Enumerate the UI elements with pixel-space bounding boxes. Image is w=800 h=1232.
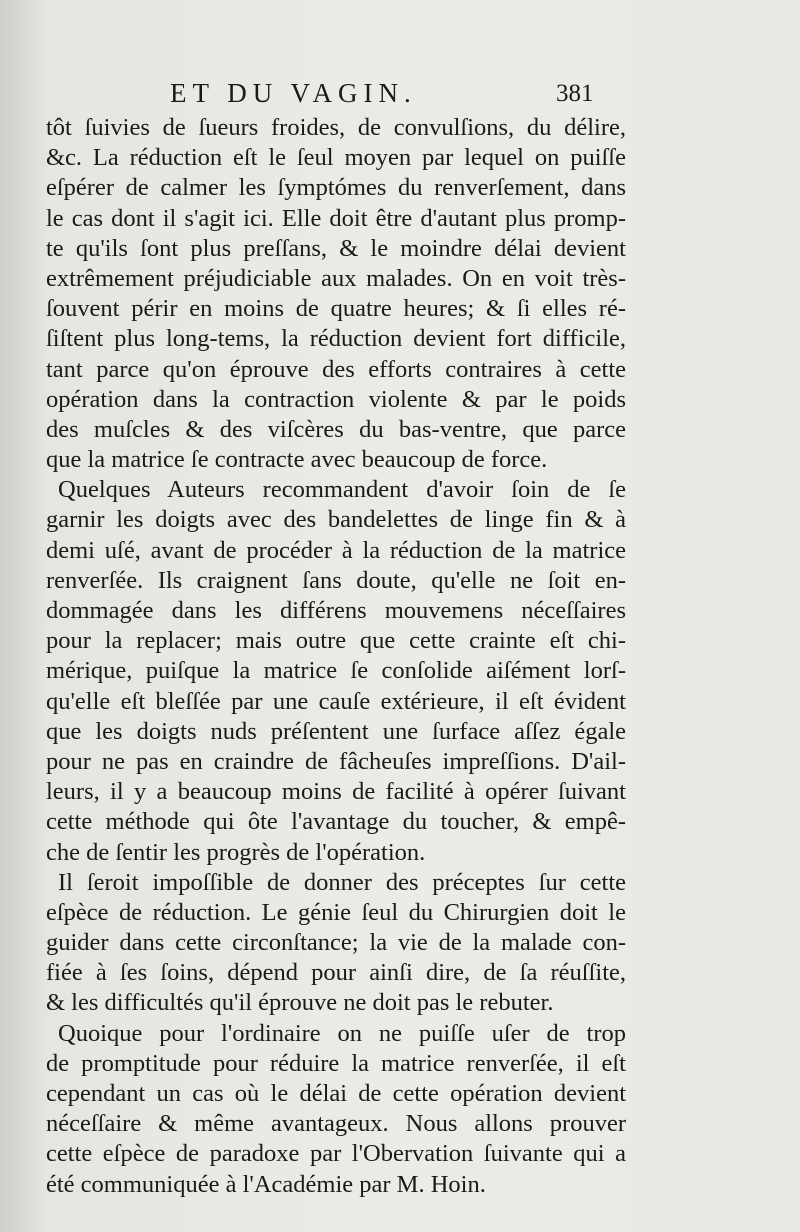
paragraph (46, 113, 626, 475)
paragraph (46, 868, 626, 1019)
text-line: che de ſentir les progrès de l'opération. (46, 838, 426, 866)
text-line: mérique, puiſque la matrice ſe conſolide aiſément lorſ- (46, 657, 626, 685)
text-line: cette eſpèce de paradoxe par l'Obervation ſuivante qui a (46, 1140, 626, 1168)
text-line: le cas dont il s'agit ici. Elle doit être d'autant plus promp- (46, 204, 626, 232)
text-line: qu'elle eſt bleſſée par une cauſe extérieure, il eſt évident (46, 687, 626, 715)
text-line: & les difficultés qu'il éprouve ne doit pas le rebuter. (46, 989, 554, 1017)
text-line: des muſcles & des viſcères du bas-ventre, que parce (46, 415, 626, 443)
text-line: demi uſé, avant de procéder à la réduction de la matrice (46, 536, 626, 564)
text-line: opération dans la contraction violente & par le poids (46, 385, 626, 413)
text-line: ſiſtent plus long-tems, la réduction devient fort difficile, (46, 325, 626, 353)
text-line: fiée à ſes ſoins, dépend pour ainſi dire, de ſa réuſſite, (46, 959, 626, 987)
paragraph (46, 475, 626, 867)
text-line: garnir les doigts avec des bandelettes de linge fin & à (46, 506, 626, 534)
running-title: ET DU VAGIN. (170, 78, 417, 108)
text-line: que la matrice ſe contracte avec beaucoup de force. (46, 446, 548, 474)
text-line: extrêmement préjudiciable aux malades. On en voit très- (46, 264, 626, 292)
text-line: dommagée dans les différens mouvemens néceſſaires (46, 597, 626, 624)
text-line: eſpérer de calmer les ſymptómes du renverſement, dans (46, 174, 626, 202)
page-header (0, 78, 800, 114)
text-line: pour la replacer; mais outre que cette crainte eſt chi- (46, 627, 626, 655)
text-line: tant parce qu'on éprouve des efforts contraires à cette (46, 355, 626, 383)
paragraph (46, 1019, 626, 1200)
text-line: néceſſaire & même avantageux. Nous allons prouver (46, 1110, 626, 1138)
text-line: eſpèce de réduction. Le génie ſeul du Chirurgien doit le (46, 898, 626, 926)
text-line: renverſée. Ils craignent ſans doute, qu'elle ne ſoit en- (46, 566, 626, 594)
text-line: leurs, il y a beaucoup moins de facilité à opérer ſuivant (46, 778, 626, 806)
text-line: Quelques Auteurs recommandent d'avoir ſoin de ſe (58, 476, 626, 504)
body-text (46, 113, 626, 1200)
text-line: pour ne pas en craindre de fâcheuſes impreſſions. D'ail- (46, 747, 626, 775)
text-line: cette méthode qui ôte l'avantage du toucher, & empê- (46, 808, 626, 836)
page-number: 381 (556, 80, 594, 107)
text-line: Il ſeroit impoſſible de donner des préceptes ſur cette (58, 868, 626, 896)
text-line: cependant un cas où le délai de cette opération devient (46, 1080, 626, 1107)
text-line: que les doigts nuds préſentent une ſurface aſſez égale (46, 717, 626, 745)
text-line: ſouvent périr en moins de quatre heures; & ſi elles ré- (46, 295, 626, 323)
text-line: de promptitude pour réduire la matrice renverſée, il eſt (46, 1049, 626, 1077)
text-line: te qu'ils ſont plus preſſans, & le moindre délai devient (46, 234, 626, 262)
text-line: guider dans cette circonſtance; la vie de la malade con- (46, 929, 626, 957)
text-line: tôt ſuivies de ſueurs froides, de convulſions, du délire, (46, 114, 626, 141)
text-line: Quoique pour l'ordinaire on ne puiſſe uſer de trop (58, 1019, 626, 1047)
text-line: été communiquée à l'Académie par M. Hoin. (46, 1170, 486, 1198)
text-line: &c. La réduction eſt le ſeul moyen par lequel on puiſſe (46, 144, 626, 172)
